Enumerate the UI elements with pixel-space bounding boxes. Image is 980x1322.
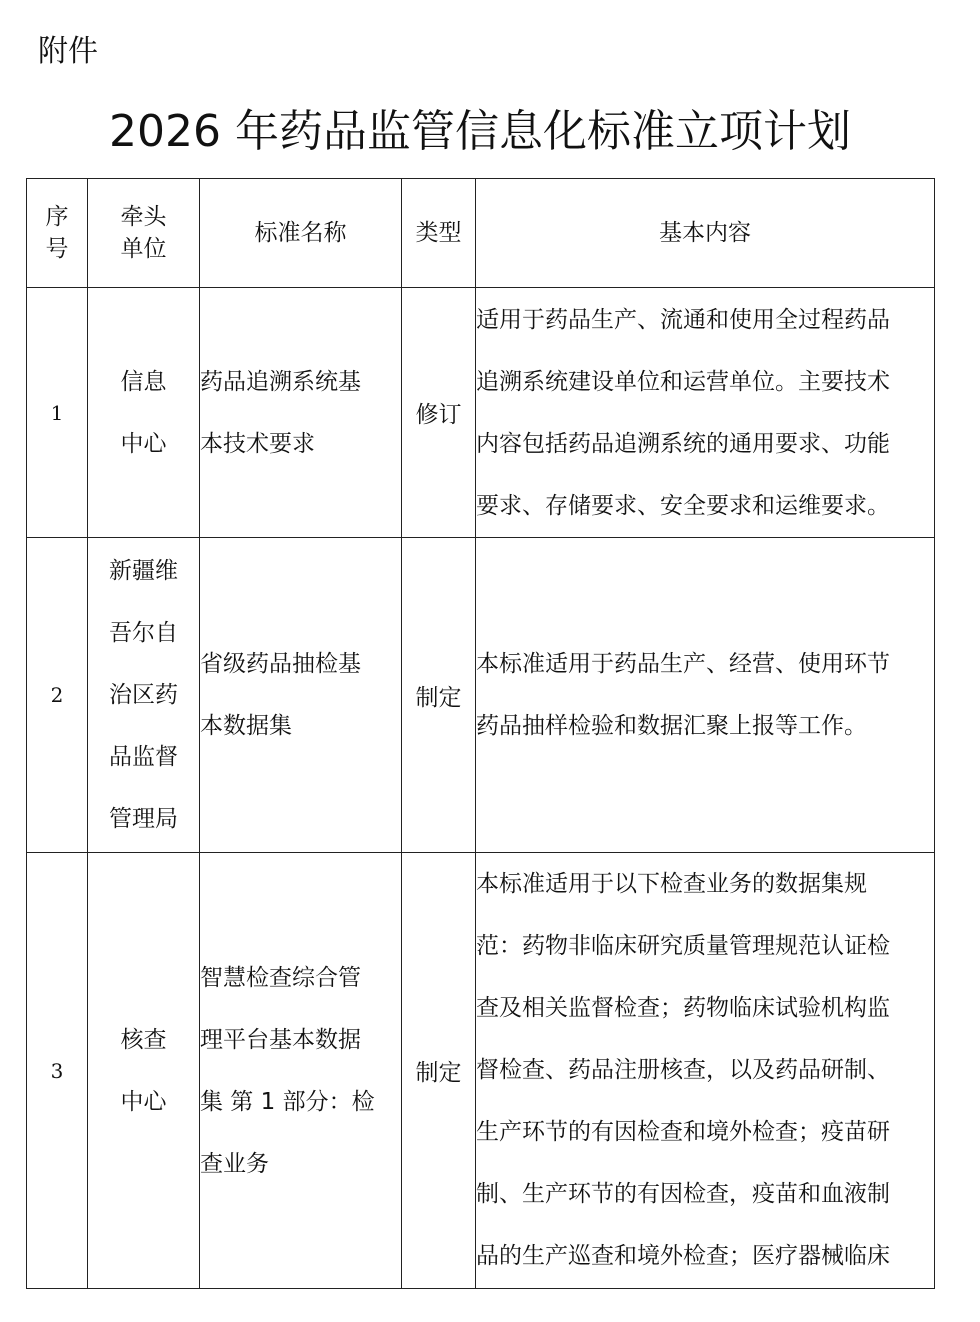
row-content: 本标准适用于药品生产、经营、使用环节 药品抽样检验和数据汇聚上报等工作。	[476, 538, 935, 853]
row-lead-unit: 新疆维 吾尔自 治区药 品监督 管理局	[88, 538, 200, 853]
table-row	[27, 853, 935, 1289]
header-type: 类型	[402, 179, 476, 288]
row-seq: 3	[27, 853, 88, 1289]
row-standard-name: 药品追溯系统基 本技术要求	[200, 288, 402, 538]
row-content-lines: 本标准适用于以下检查业务的数据集规 范：药物非临床研究质量管理规范认证检 查及相关监督检查；药物临床试验机构监 督检查、药品注册核查，以及药品研制、 生产环节的有因检查和境外检查；疫苗研 制、生产环节的有因检查，疫苗和血液制 品的生产巡查和境外检查；医疗器械临床	[476, 871, 890, 1269]
row-lead-unit: 核查 中心	[88, 853, 200, 1289]
row-standard-name: 省级药品抽检基 本数据集	[200, 538, 402, 853]
row-content: 适用于药品生产、流通和使用全过程药品 追溯系统建设单位和运营单位。主要技术 内容包括药品追溯系统的通用要求、功能 要求、存储要求、安全要求和运维要求。	[476, 288, 935, 538]
standards-plan-table	[26, 178, 935, 1289]
row-lead-unit: 信息 中心	[88, 288, 200, 538]
attachment-label: 附件	[38, 34, 98, 69]
header-standard-name: 标准名称	[200, 179, 402, 288]
row-standard-name: 智慧检查综合管 理平台基本数据 集 第 1 部分：检 查业务	[200, 853, 402, 1289]
row-seq: 2	[27, 538, 88, 853]
row-type: 制定	[402, 538, 476, 853]
row-content	[476, 853, 935, 1289]
table-row	[27, 538, 935, 853]
table-header-row	[27, 179, 935, 288]
row-type: 修订	[402, 288, 476, 538]
header-content: 基本内容	[476, 179, 935, 288]
document-title: 2026 年药品监管信息化标准立项计划	[109, 106, 851, 157]
row-seq: 1	[27, 288, 88, 538]
header-lead-unit: 牵头 单位	[88, 179, 200, 288]
row-type: 制定	[402, 853, 476, 1289]
header-seq: 序 号	[27, 179, 88, 288]
table-row	[27, 288, 935, 538]
